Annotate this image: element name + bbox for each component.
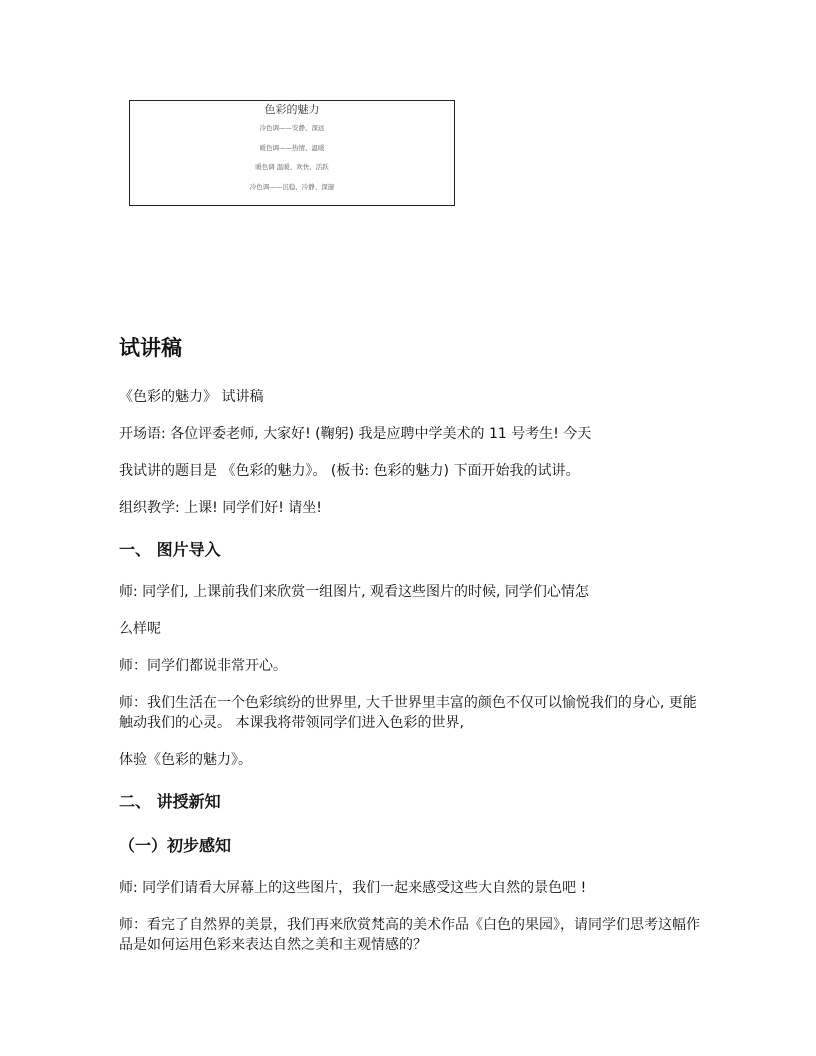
subsection-heading: （一）初步感知 — [119, 836, 232, 855]
paragraph: 师：同学们都说非常开心。 — [119, 658, 287, 674]
paragraph: 体验《色彩的魅力》。 — [119, 752, 252, 768]
paragraph: 师：我们生活在一个色彩缤纷的世界里, 大千世界里丰富的颜色不仅可以愉悦我们的身心, 更能触动我们的心灵。 本课我将带领同学们进入色彩的世界, — [119, 695, 697, 731]
blackboard-line: 冷色调——沉稳、冷静、深邃 — [249, 182, 335, 191]
paragraph: 我试讲的题目是 《色彩的魅力》。 (板书: 色彩的魅力) 下面开始我的试讲。 — [119, 463, 580, 479]
paragraph: 师: 同学们, 上课前我们来欣赏一组图片, 观看这些图片的时候, 同学们心情怎 — [119, 584, 589, 600]
blackboard-line: 暖色调——热情、温暖 — [259, 143, 325, 152]
document-title: 试讲稿 — [119, 336, 182, 360]
blackboard-line: 暖色调 温暖、欢快、活跃 — [255, 163, 329, 171]
paragraph: 开场语: 各位评委老师, 大家好! (鞠躬) 我是应聘中学美术的 11 号考生! 今天 — [119, 426, 592, 442]
section-heading: 二、 讲授新知 — [119, 792, 221, 811]
paragraph: 《色彩的魅力》 试讲稿 — [119, 389, 264, 405]
paragraph: 组织教学: 上课! 同学们好! 请坐! — [119, 500, 322, 516]
section-heading: 一、 图片导入 — [119, 540, 221, 559]
paragraph: 么样呢 — [119, 621, 161, 637]
blackboard-image — [129, 100, 455, 206]
blackboard-line: 冷色调——安静、深远 — [259, 124, 325, 132]
blackboard-title: 色彩的魅力 — [264, 103, 320, 116]
blackboard-lines — [130, 119, 454, 197]
paragraph: 师: 同学们请看大屏幕上的这些图片，我们一起来感受这些大自然的景色吧 ! — [119, 880, 587, 896]
paragraph: 师：看完了自然界的美景，我们再来欣赏梵高的美术作品《白色的果园》，请同学们思考这幅作品是如何运用色彩来表达自然之美和主观情感的？ — [119, 917, 700, 953]
